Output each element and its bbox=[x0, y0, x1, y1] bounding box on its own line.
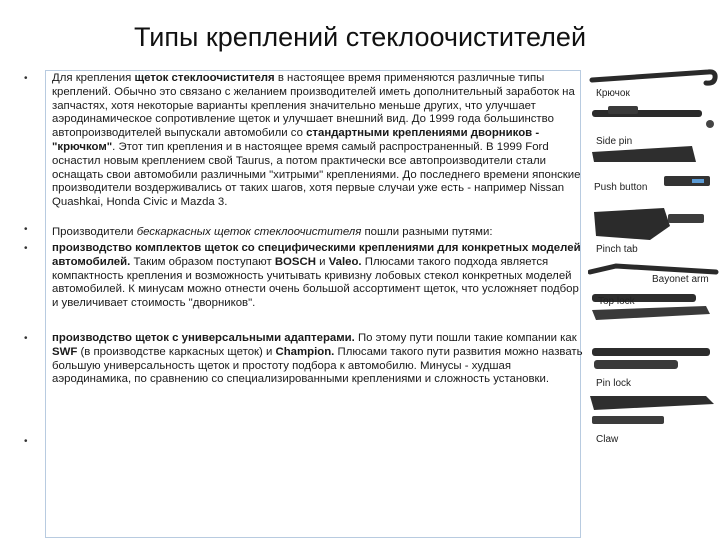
text-run: Таким образом поступают bbox=[130, 255, 275, 268]
paragraph-universal-adapters bbox=[52, 332, 584, 387]
bullet-marker: • bbox=[24, 436, 28, 447]
text-run: Производители bbox=[52, 226, 137, 238]
text-run: и bbox=[315, 255, 329, 268]
bullet-marker: • bbox=[24, 243, 28, 254]
text-run: в настоящее время применяются различные типы креплений. Обычно это связано с желанием производителей иметь дополнительный заработок на запчастях, хотя некоторые варианты крепления значительно меньше других, что улучшает аэродинамическое сопротивление щеток и улучшает внешний вид. До 1999 года большинство автопроизводителей выпускали автомобили со bbox=[52, 72, 575, 140]
bold-run: Champion. bbox=[275, 345, 335, 358]
text-run: . Этот тип крепления и в настоящее время самый распространенный. В 1999 Ford оснастил новым креплением свой Taurus, а потом практически все автопроизводители стали оснащать свои автомобили различными "хитрыми" креплениями. До последнего времени японские производители воздерживались от таких шагов, хотя первые случаи уже есть - например Nissan Quashkai, Honda Civic и Mazda 3. bbox=[52, 140, 581, 209]
label-pin-lock: Pin lock bbox=[596, 378, 632, 389]
text-run: Для крепления bbox=[52, 72, 135, 84]
bullet-marker: • bbox=[24, 333, 28, 344]
label-side-pin: Side pin bbox=[596, 136, 633, 147]
label-bayonet-arm: Bayonet arm bbox=[652, 274, 709, 285]
paragraph-manufacturers bbox=[52, 226, 584, 240]
text-run: Плюсами такого пути развития можно назвать большую универсальность щеток и простоту подбора к автомобилю. Минусы - худшая аэродинамика, по сравнению со специализированными креплениями и сложность установки. bbox=[52, 345, 583, 386]
paragraph-intro bbox=[52, 72, 584, 210]
italic-run: бескаркасных щеток стеклоочистителя bbox=[136, 226, 362, 238]
text-run: пошли разными путями: bbox=[361, 226, 493, 238]
bold-run: Valeo. bbox=[328, 255, 362, 268]
text-run: Плюсами такого подхода является компактность крепления и возможность учитывать кривизну лобовых стекол конкретных моделей автомобилей. К минусам можно отнести очень большой ассортимент щеток, что усложняет подбор и увеличивает стоимость "дворников". bbox=[52, 255, 579, 310]
bold-run: щеток стеклоочистителя bbox=[134, 72, 275, 84]
wiper-mounts-photo bbox=[588, 66, 720, 466]
bold-run: SWF bbox=[52, 345, 78, 358]
label-top-lock: Top lock bbox=[598, 296, 635, 307]
slide-title: Типы креплений стеклоочистителей bbox=[133, 22, 587, 52]
bullet-marker: • bbox=[24, 224, 28, 235]
bold-run: стандартными креплениями дворников - "крючком" bbox=[52, 127, 540, 153]
label-push-button: Push button bbox=[594, 182, 648, 193]
bold-run: производство комплектов щеток со специфическими креплениями для конкретных моделей автомобилей. bbox=[52, 242, 581, 268]
text-run: (в производстве каркасных щеток) и bbox=[77, 345, 276, 358]
bullet-marker: • bbox=[24, 73, 28, 84]
paragraph-specific-mounts bbox=[52, 242, 584, 311]
label-claw: Claw bbox=[596, 434, 619, 445]
text-run: По этому пути пошли такие компании как bbox=[354, 332, 577, 344]
label-hook: Крючок bbox=[596, 88, 630, 99]
bold-run: производство щеток с универсальными адаптерами. bbox=[52, 332, 355, 344]
bold-run: BOSCH bbox=[274, 255, 316, 268]
wiper-mounts-illustration bbox=[588, 66, 720, 466]
label-pinch-tab: Pinch tab bbox=[596, 244, 638, 255]
